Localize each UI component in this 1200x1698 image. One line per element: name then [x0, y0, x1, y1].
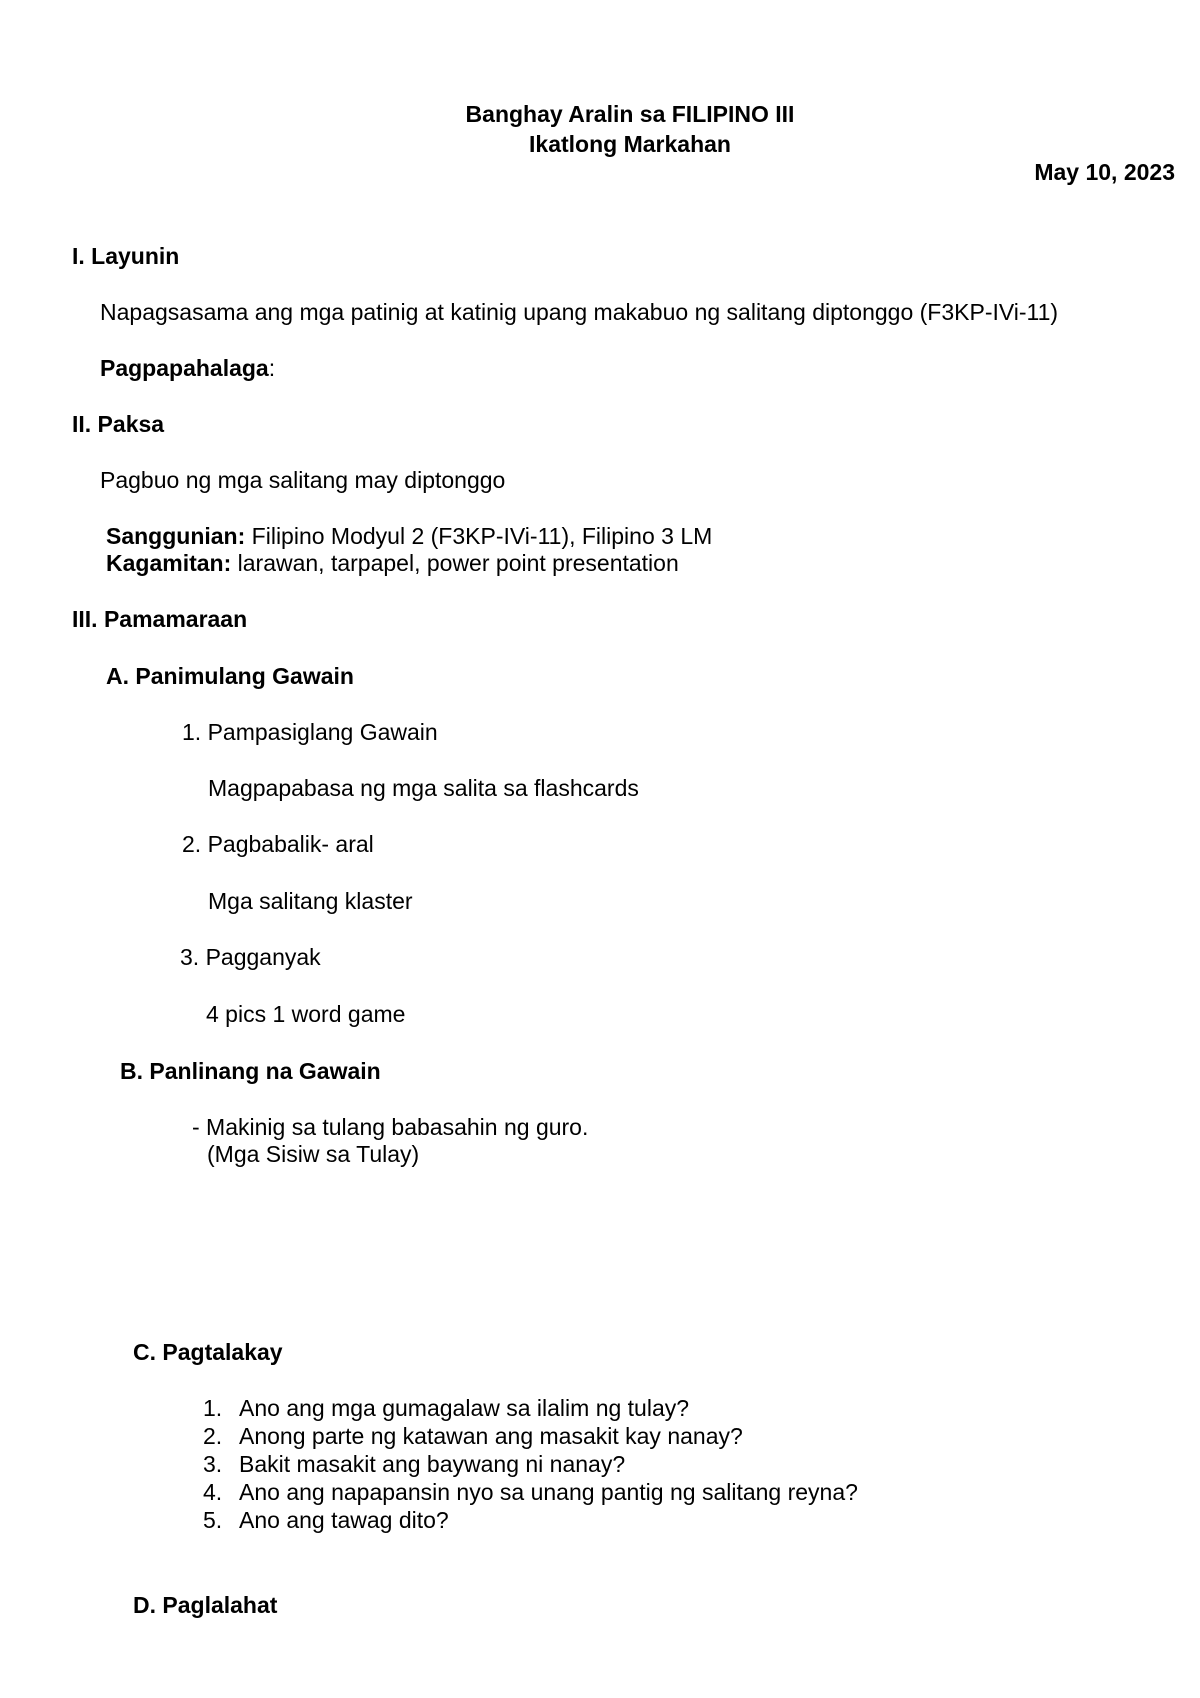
panlinang-instruction: - Makinig sa tulang babasahin ng guro.	[192, 1114, 589, 1140]
document-date: May 10, 2023	[1034, 159, 1175, 185]
question-item	[203, 1450, 625, 1478]
list-item-detail: Magpapabasa ng mga salita sa flashcards	[208, 775, 639, 801]
sanggunian-label: Sanggunian:	[106, 523, 246, 549]
paksa-topic: Pagbuo ng mga salitang may diptonggo	[100, 467, 506, 493]
question-item	[203, 1478, 858, 1506]
list-item-label: 3. Pagganyak	[180, 944, 321, 970]
document-title: Banghay Aralin sa FILIPINO III	[465, 101, 795, 127]
panlinang-poem-title: (Mga Sisiw sa Tulay)	[207, 1141, 420, 1167]
question-item	[203, 1422, 743, 1450]
question-text: Ano ang mga gumagalaw sa ilalim ng tulay?	[239, 1395, 690, 1421]
list-item-label: 1. Pampasiglang Gawain	[182, 719, 438, 745]
list-item-detail: 4 pics 1 word game	[206, 1001, 406, 1027]
question-text: Anong parte ng katawan ang masakit kay nanay?	[239, 1423, 743, 1449]
subsection-heading-pagtalakay: C. Pagtalakay	[133, 1339, 283, 1365]
question-number: 4.	[203, 1479, 223, 1505]
list-item-label: 2. Pagbabalik- aral	[182, 831, 374, 857]
subsection-heading-paglalahat: D. Paglalahat	[133, 1592, 278, 1618]
list-item-detail: Mga salitang klaster	[208, 888, 413, 914]
question-number: 3.	[203, 1451, 223, 1477]
pagpapahalaga-line	[100, 354, 275, 382]
question-item	[203, 1506, 449, 1534]
kagamitan-line	[106, 549, 679, 577]
section-heading-paksa: II. Paksa	[72, 411, 165, 437]
document-subtitle: Ikatlong Markahan	[529, 131, 731, 157]
question-number: 5.	[203, 1507, 223, 1533]
layunin-objective: Napagsasama ang mga patinig at katinig upang makabuo ng salitang diptonggo (F3KP-IVi-11)	[100, 299, 1059, 325]
sanggunian-line	[106, 522, 712, 550]
question-text: Ano ang tawag dito?	[239, 1507, 449, 1533]
question-text: Bakit masakit ang baywang ni nanay?	[239, 1451, 626, 1477]
section-heading-layunin: I. Layunin	[72, 243, 180, 269]
subsection-heading-panlinang-na-gawain: B. Panlinang na Gawain	[120, 1058, 381, 1084]
sanggunian-value: Filipino Modyul 2 (F3KP-IVi-11), Filipino 3 LM	[245, 523, 713, 549]
pagpapahalaga-colon: :	[268, 355, 276, 381]
question-number: 2.	[203, 1423, 223, 1449]
kagamitan-value: larawan, tarpapel, power point presentation	[231, 550, 679, 576]
question-text: Ano ang napapansin nyo sa unang pantig ng salitang reyna?	[239, 1479, 858, 1505]
subsection-heading-panimulang-gawain: A. Panimulang Gawain	[106, 663, 354, 689]
question-item	[203, 1394, 689, 1422]
question-number: 1.	[203, 1395, 223, 1421]
kagamitan-label: Kagamitan:	[106, 550, 232, 576]
pagpapahalaga-label: Pagpapahalaga	[100, 355, 269, 381]
section-heading-pamamaraan: III. Pamamaraan	[72, 606, 248, 632]
